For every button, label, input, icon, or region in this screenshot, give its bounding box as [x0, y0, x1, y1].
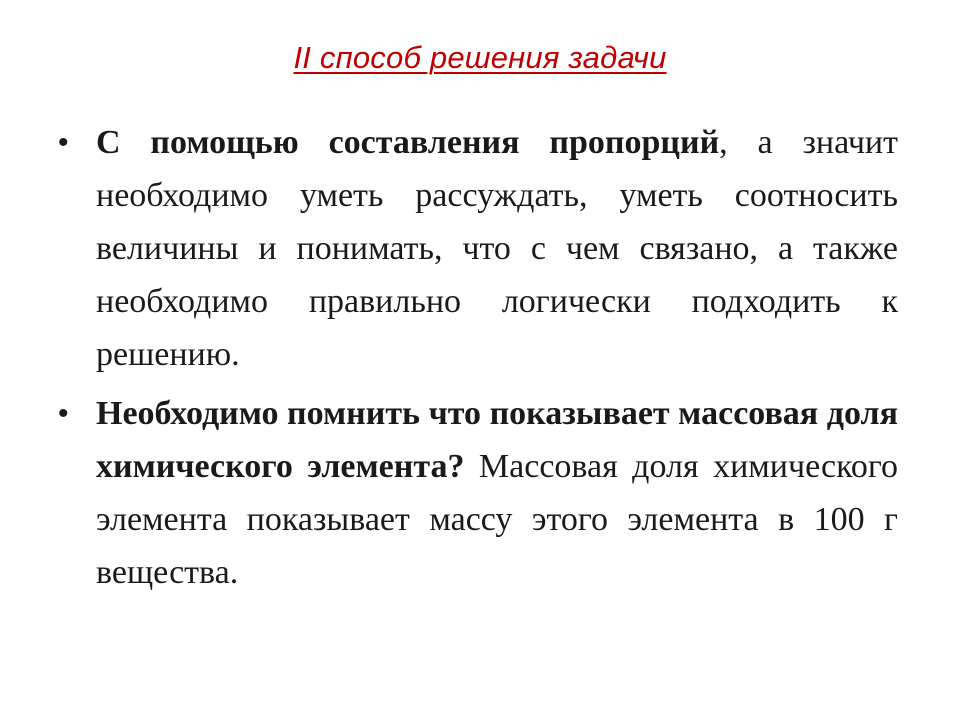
bullet-bold-text: Необходимо помнить что показывает массовая доля химического элемента?: [96, 395, 898, 485]
bullet-regular-text: Массовая доля химического элемента показывает массу этого элемента в 100 г вещества.: [96, 448, 898, 591]
slide-body: [58, 116, 898, 605]
bullet-bold-text: С помощью составления пропорций: [96, 124, 720, 161]
bullet-regular-text: , а значит необходимо уметь рассуждать, уметь соотносить величины и понимать, что с чем связано, а также необходимо правильно логически подходить к решению.: [96, 124, 898, 373]
bullet-text: [96, 387, 898, 599]
bullet-text: [96, 116, 898, 381]
bullet-item: [58, 387, 898, 599]
bullet-icon: •: [58, 126, 69, 159]
bullet-icon: •: [58, 397, 69, 430]
bullet-item: [58, 116, 898, 381]
slide-title: II способ решения задачи: [293, 40, 667, 75]
